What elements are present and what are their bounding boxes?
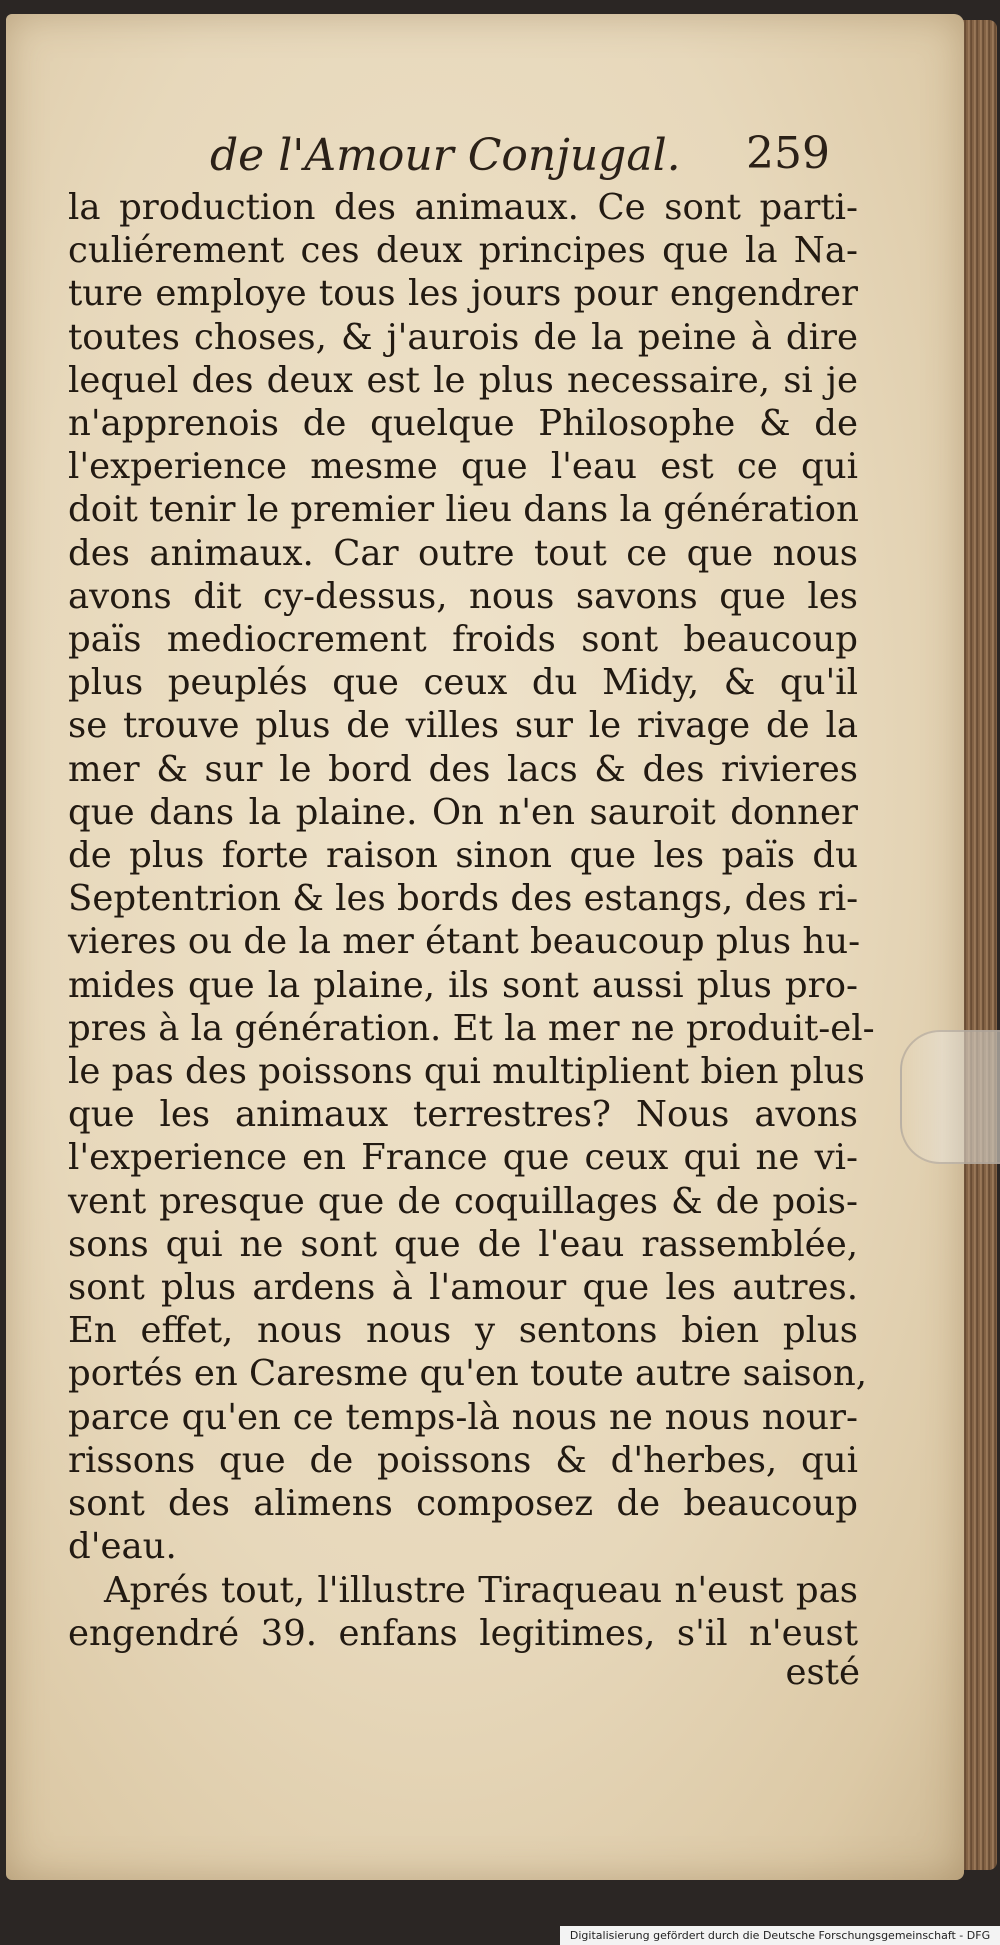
text-line: portés en Caresme qu'en toute autre saison, bbox=[68, 1353, 868, 1395]
text-line: rissons que de poissons & d'herbes, qui bbox=[68, 1439, 858, 1481]
text-line: plus peuplés que ceux du Midy, & qu'il bbox=[68, 662, 858, 704]
text-line: Septentrion & les bords des estangs, des ri- bbox=[68, 878, 859, 920]
text-line: vieres ou de la mer étant beaucoup plus hu- bbox=[68, 921, 861, 963]
text-line: lequel des deux est le plus necessaire, si je bbox=[68, 359, 858, 401]
body-text bbox=[68, 186, 875, 1655]
text-line: ture employe tous les jours pour engendrer bbox=[68, 273, 858, 315]
text-line: l'experience mesme que l'eau est ce qui bbox=[68, 446, 858, 488]
page-number: 259 bbox=[746, 128, 830, 179]
text-line: En effet, nous nous y sentons bien plus bbox=[68, 1310, 858, 1352]
text-line: Aprés tout, l'illustre Tiraqueau n'eust pas bbox=[104, 1569, 858, 1611]
text-line: mides que la plaine, ils sont aussi plus pro- bbox=[68, 964, 858, 1006]
text-line: des animaux. Car outre tout ce que nous bbox=[68, 532, 858, 574]
text-line: que les animaux terrestres? Nous avons bbox=[68, 1094, 858, 1136]
text-line: avons dit cy-dessus, nous savons que les bbox=[68, 575, 858, 617]
text-line: le pas des poissons qui multiplient bien plus bbox=[68, 1051, 865, 1093]
text-line: l'experience en France que ceux qui ne vi- bbox=[68, 1137, 858, 1179]
text-line: sont des alimens composez de beaucoup bbox=[68, 1483, 858, 1525]
text-line: vent presque que de coquillages & de pois- bbox=[68, 1180, 858, 1222]
text-line: culiérement ces deux principes que la Na- bbox=[68, 230, 858, 272]
text-line: parce qu'en ce temps-là nous ne nous nour- bbox=[68, 1396, 858, 1438]
text-line: d'eau. bbox=[68, 1526, 177, 1568]
text-line: se trouve plus de villes sur le rivage de la bbox=[68, 705, 858, 747]
text-line: engendré 39. enfans legitimes, s'il n'eust bbox=[68, 1612, 858, 1654]
text-line: sons qui ne sont que de l'eau rassemblée, bbox=[68, 1223, 858, 1265]
running-title: de l'Amour Conjugal. bbox=[210, 130, 681, 181]
page-clip bbox=[900, 1030, 1000, 1164]
text-line: sont plus ardens à l'amour que les autres. bbox=[68, 1267, 858, 1309]
text-line: toutes choses, & j'aurois de la peine à dire bbox=[68, 316, 858, 358]
text-line: que dans la plaine. On n'en sauroit donner bbox=[68, 791, 858, 833]
running-header bbox=[210, 130, 830, 188]
text-line: doit tenir le premier lieu dans la génération bbox=[68, 489, 859, 531]
text-line: pres à la génération. Et la mer ne produit-el- bbox=[68, 1007, 875, 1049]
digitization-footer: Digitalisierung gefördert durch die Deutsche Forschungsgemeinschaft - DFG bbox=[560, 1926, 1000, 1945]
catchword: esté bbox=[785, 1652, 860, 1693]
text-line: n'apprenois de quelque Philosophe & de bbox=[68, 403, 858, 445]
text-line: de plus forte raison sinon que les païs du bbox=[68, 835, 858, 877]
text-line: païs mediocrement froids sont beaucoup bbox=[68, 619, 858, 661]
text-line: mer & sur le bord des lacs & des rivieres bbox=[68, 748, 858, 790]
text-line: la production des animaux. Ce sont parti- bbox=[68, 187, 858, 228]
